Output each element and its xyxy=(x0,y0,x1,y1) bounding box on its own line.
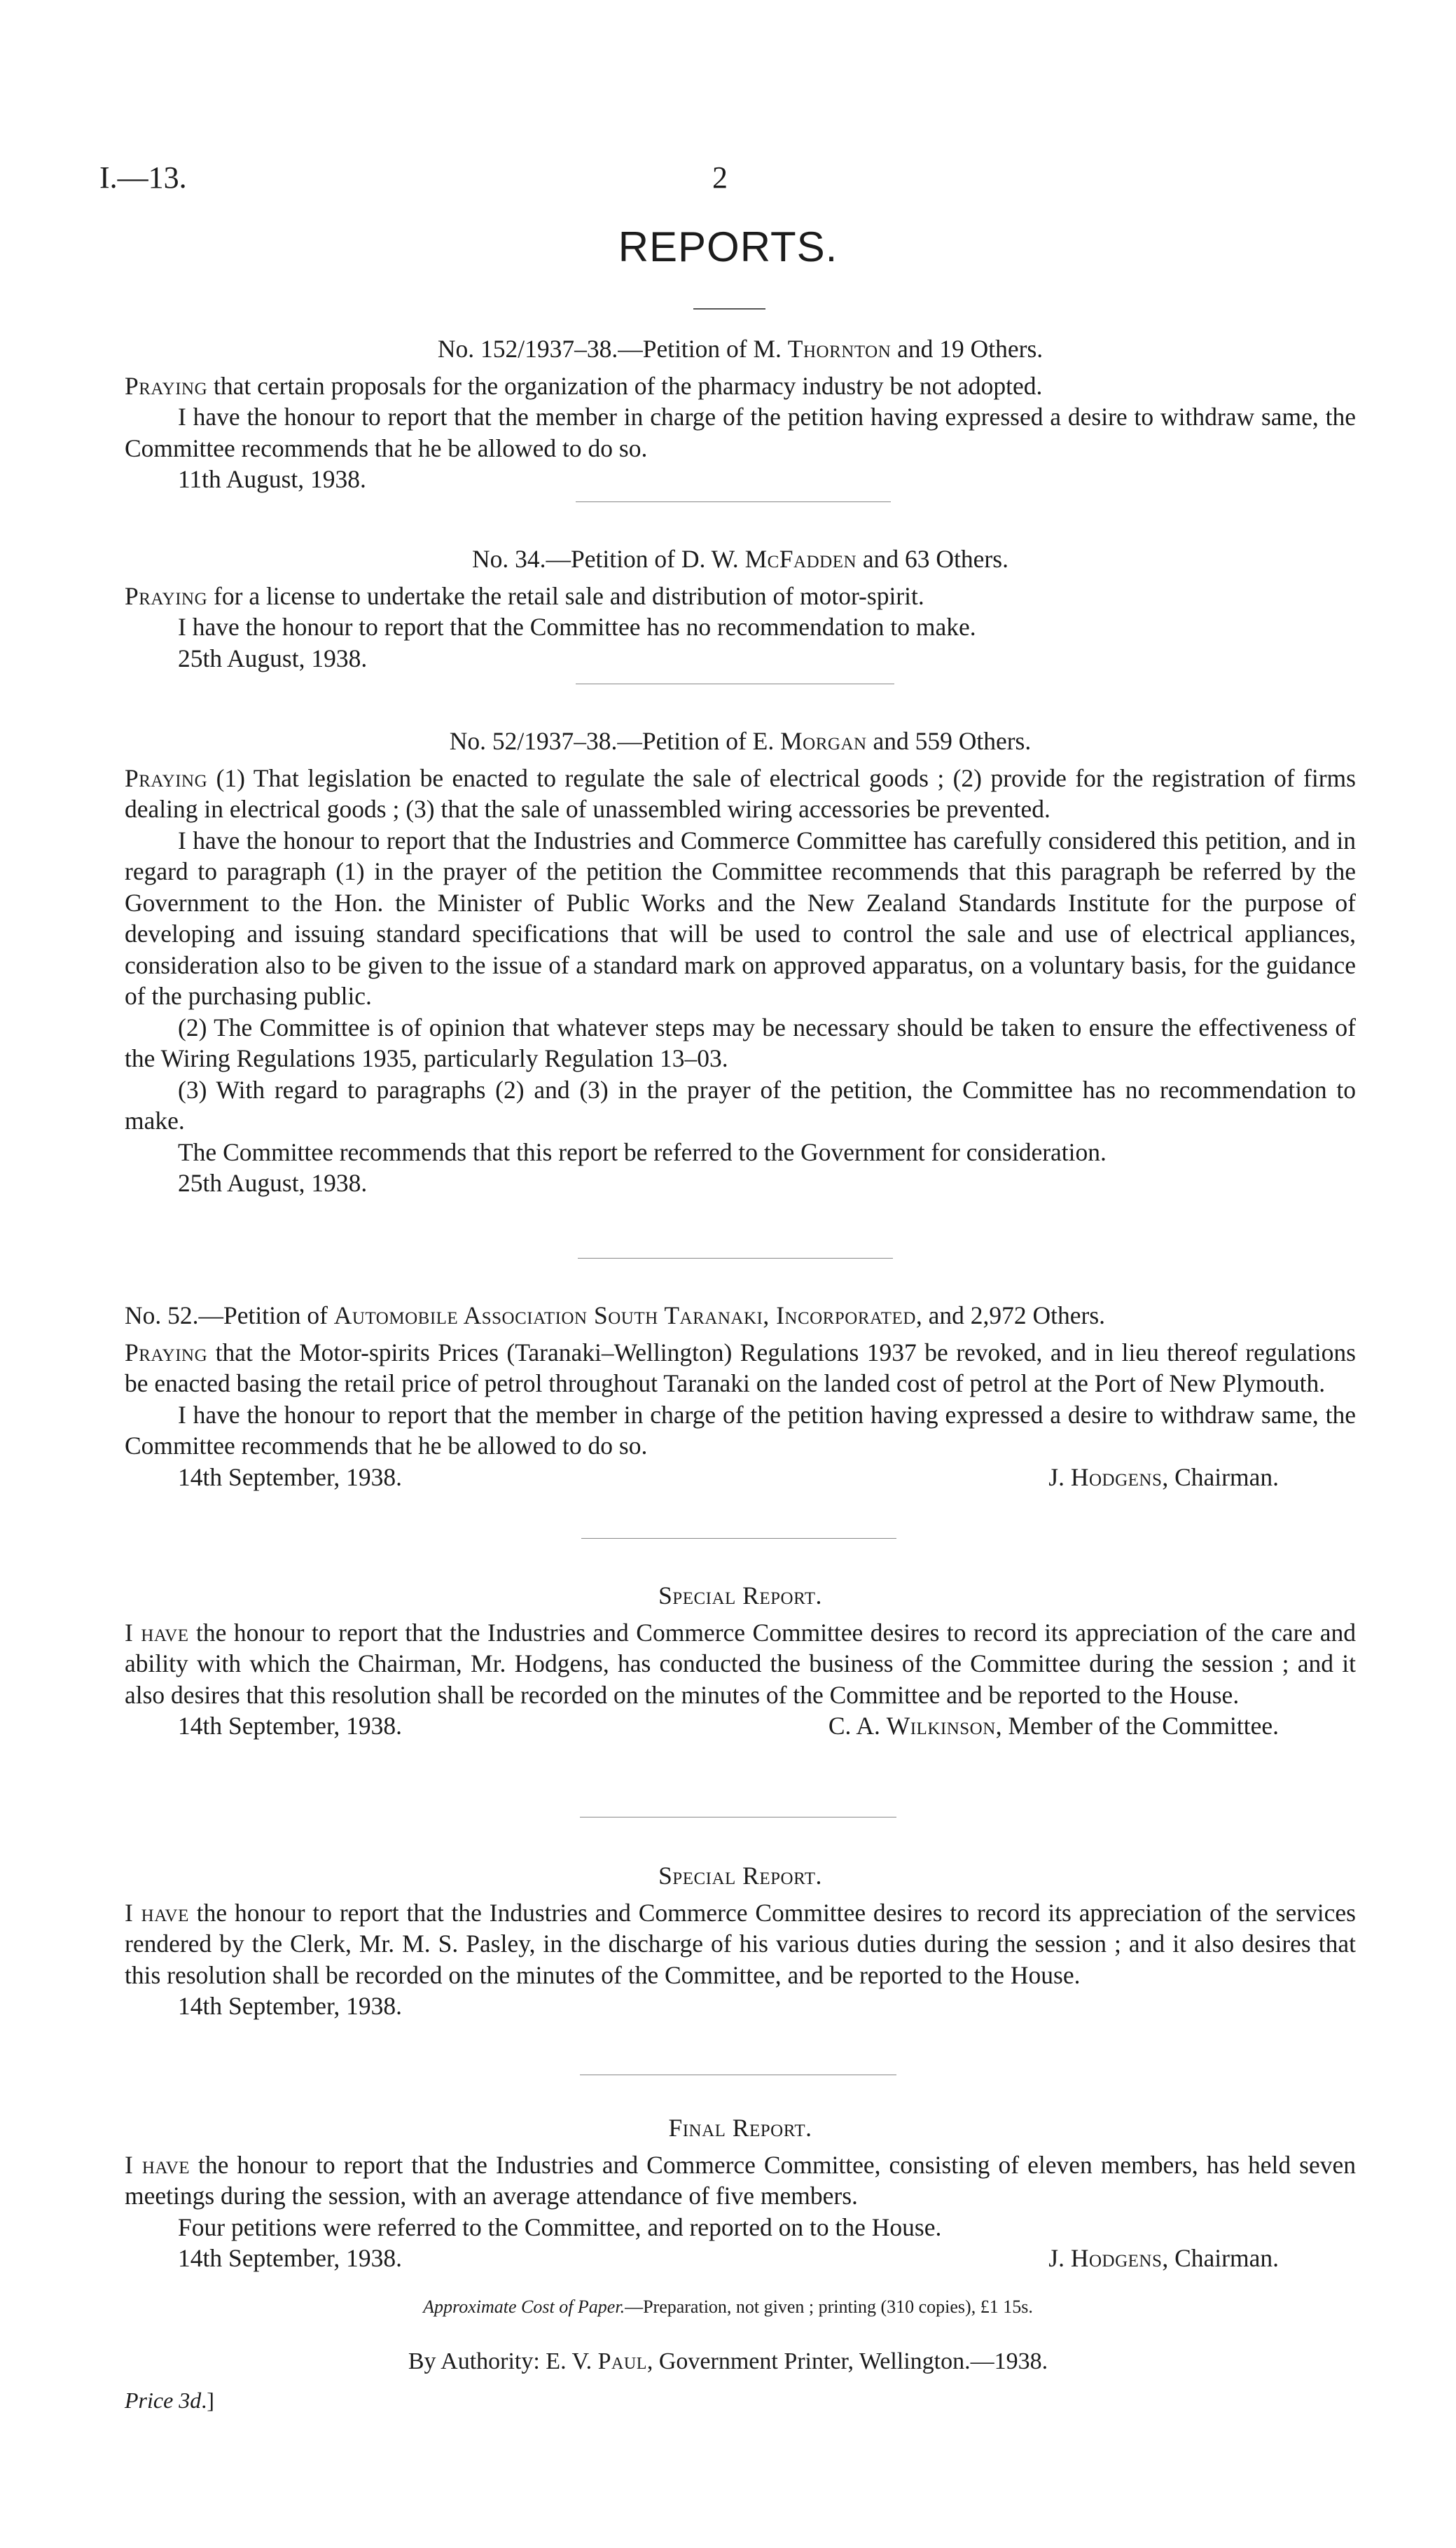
member-signature: C. A. Wilkinson, Member of the Committee. xyxy=(828,1712,1279,1740)
petition-section-34 xyxy=(125,543,1356,674)
prayer-paragraph: Praying (1) That legislation be enacted to regulate the sale of electrical goods ; (2) provide for the registration of firms dealing in electrical goods ; (3) that the sale of unassembled wiring accessories be prevented. xyxy=(125,763,1356,823)
petition-heading: No. 34.—Petition of D. W. McFadden and 63 Others. xyxy=(472,545,1008,573)
petitioner-name: Morgan xyxy=(780,727,867,755)
report-date: 14th September, 1938. xyxy=(178,1712,403,1740)
report-date: 14th September, 1938. xyxy=(178,1992,403,2020)
report-paragraph: (2) The Committee is of opinion that whatever steps may be necessary should be taken to ensure the effectiveness of the Wiring Regulations 1935, particularly Regulation 13–03. xyxy=(125,1013,1356,1072)
prayer-paragraph: Praying that certain proposals for the organization of the pharmacy industry be not adopted. xyxy=(125,371,1043,400)
report-paragraph: I have the honour to report that the member in charge of the petition having expressed a desire to withdraw same, the Committee recommends that he be allowed to do so. xyxy=(125,403,1356,462)
petition-section-152 xyxy=(125,333,1356,495)
petition-heading: No. 52.—Petition of Automobile Association South Taranaki, Incorporated, and 2,972 Others. xyxy=(125,1301,1106,1329)
petitioner-name: Thornton xyxy=(787,335,892,363)
report-paragraph: I have the honour to report that the Industries and Commerce Committee has carefully considered this petition, and in regard to paragraph (1) in the prayer of the petition the Committee recommends that this paragraph be referred by the Government to the Hon. the Minister of Public Works and the New Zealand Standards Institute for the purpose of developing and issuing standard specifications that will be used to control the sale and use of electrical appliances, consideration also to be given to the issue of a standard mark on approved apparatus, on a voluntary basis, for the guidance of the purchasing public. xyxy=(125,826,1356,1010)
section-divider xyxy=(578,1258,893,1259)
date-and-signature xyxy=(125,1710,1356,1742)
report-date: 14th September, 1938. xyxy=(178,1462,403,1491)
page-title: REPORTS. xyxy=(618,223,838,270)
title-rule xyxy=(693,308,765,310)
price-note: Price 3d.] xyxy=(125,2388,214,2413)
report-date: 14th September, 1938. xyxy=(178,2244,403,2272)
report-paragraph: (3) With regard to paragraphs (2) and (3) in the prayer of the petition, the Committee has no recommendation to make. xyxy=(125,1075,1356,1135)
report-paragraph: I have the honour to report that the Industries and Commerce Committee desires to record its appreciation of the services rendered by the Clerk, Mr. M. S. Pasley, in the discharge of his various duties during the session ; and it also desires that this resolution shall be recorded on the minutes of the Committee, and be reported to the House. xyxy=(125,1898,1356,1989)
report-paragraph: I have the honour to report that the Industries and Commerce Committee, consisting of eleven members, has held seven meetings during the session, with an average attendance of five members. xyxy=(125,2150,1356,2210)
date-and-signature xyxy=(125,2243,1356,2274)
report-date: 11th August, 1938. xyxy=(178,465,366,493)
chairman-signature: J. Hodgens, Chairman. xyxy=(1048,1462,1279,1491)
chairman-signature: J. Hodgens, Chairman. xyxy=(1048,2244,1279,2272)
section-divider xyxy=(581,1538,896,1539)
special-report-chairman xyxy=(125,1580,1356,1742)
page-number: 2 xyxy=(712,160,728,195)
special-report-heading: Special Report. xyxy=(658,1581,822,1609)
report-paragraph: The Committee recommends that this report be referred to the Government for consideration. xyxy=(178,1137,1107,1166)
printer-authority: By Authority: E. V. Paul, Government Printer, Wellington.—1938. xyxy=(408,2348,1048,2374)
section-divider xyxy=(576,501,891,502)
petition-section-52 xyxy=(125,1300,1356,1493)
special-report-clerk xyxy=(125,1860,1356,2022)
report-date: 25th August, 1938. xyxy=(178,1169,368,1197)
prayer-paragraph: Praying that the Motor-spirits Prices (Taranaki–Wellington) Regulations 1937 be revoked, and in lieu thereof regulations be enacted basing the retail price of petrol throughout Taranaki on the landed cost of petrol at the Port of New Plymouth. xyxy=(125,1338,1356,1397)
report-paragraph: Four petitions were referred to the Committee, and reported on to the House. xyxy=(178,2213,942,2241)
cost-of-paper-note: Approximate Cost of Paper.—Preparation, not given ; printing (310 copies), £1 15s. xyxy=(423,2297,1033,2317)
petition-heading: No. 52/1937–38.—Petition of E. Morgan and 559 Others. xyxy=(449,727,1032,755)
prayer-paragraph: Praying for a license to undertake the retail sale and distribution of motor-spirit. xyxy=(125,581,924,610)
final-report-heading: Final Report. xyxy=(668,2114,812,2142)
petitioner-name: McFadden xyxy=(744,545,857,573)
final-report xyxy=(125,2112,1356,2274)
date-and-signature xyxy=(125,1462,1356,1493)
special-report-heading: Special Report. xyxy=(658,1862,822,1890)
petition-section-52-1937 xyxy=(125,726,1356,1199)
report-paragraph: I have the honour to report that the member in charge of the petition having expressed a desire to withdraw same, the Committee recommends that he be allowed to do so. xyxy=(125,1400,1356,1460)
report-paragraph: I have the honour to report that the Industries and Commerce Committee desires to record its appreciation of the care and ability with which the Chairman, Mr. Hodgens, has conducted the business of the Committee during the session ; and it also desires that this resolution shall be recorded on the minutes of the Committee and be reported to the House. xyxy=(125,1618,1356,1709)
report-date: 25th August, 1938. xyxy=(178,644,368,672)
petitioner-name: Automobile Association South Taranaki, Incorporated xyxy=(333,1301,916,1329)
paper-reference: I.—13. xyxy=(99,160,187,195)
petition-heading: No. 152/1937–38.—Petition of M. Thornton and 19 Others. xyxy=(437,335,1044,363)
report-paragraph: I have the honour to report that the Committee has no recommendation to make. xyxy=(178,613,976,641)
